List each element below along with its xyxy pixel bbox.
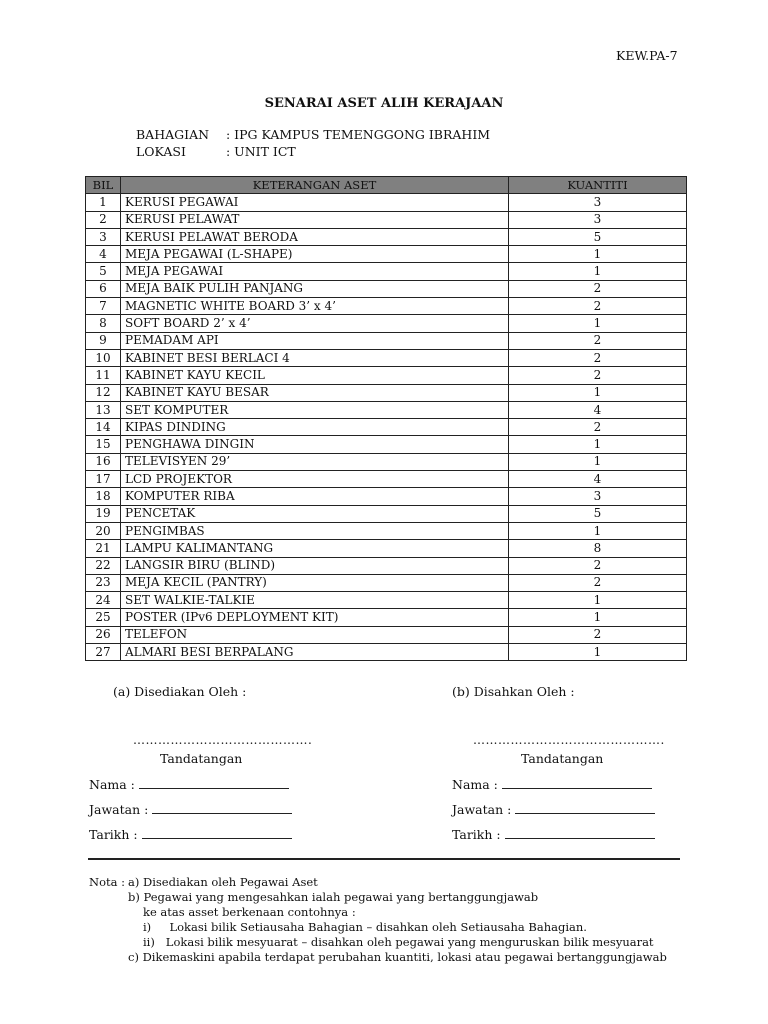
bahagian-label: BAHAGIAN [136, 127, 210, 142]
row-keterangan: KERUSI PELAWAT [121, 211, 509, 228]
left-jawatan-label: Jawatan : [89, 802, 149, 817]
row-bil: 7 [86, 298, 121, 315]
row-kuantiti: 1 [509, 246, 687, 263]
row-keterangan: MEJA PEGAWAI (L-SHAPE) [121, 246, 509, 263]
approved-by-heading: (b) Disahkan Oleh : [452, 684, 575, 699]
meta-bahagian [136, 127, 490, 142]
row-bil: 24 [86, 592, 121, 609]
row-keterangan: LANGSIR BIRU (BLIND) [121, 557, 509, 574]
row-kuantiti: 2 [509, 298, 687, 315]
right-jawatan-label: Jawatan : [452, 802, 512, 817]
left-nama-label: Nama : [89, 777, 135, 792]
row-keterangan: KIPAS DINDING [121, 419, 509, 436]
table-row [86, 401, 687, 418]
table-row [86, 592, 687, 609]
right-nama-field[interactable] [502, 776, 652, 789]
row-kuantiti: 1 [509, 644, 687, 661]
note-i: i) Lokasi bilik Setiausaha Bahagian – disahkan oleh Setiausaha Bahagian. [143, 920, 587, 934]
left-jawatan-row [89, 801, 292, 817]
table-row [86, 522, 687, 539]
divider [88, 858, 680, 860]
row-bil: 16 [86, 453, 121, 470]
table-row [86, 246, 687, 263]
row-bil: 18 [86, 488, 121, 505]
meta-lokasi [136, 144, 296, 159]
row-keterangan: MEJA PEGAWAI [121, 263, 509, 280]
row-keterangan: SOFT BOARD 2’ x 4’ [121, 315, 509, 332]
row-bil: 15 [86, 436, 121, 453]
row-kuantiti: 2 [509, 349, 687, 366]
row-keterangan: KABINET KAYU KECIL [121, 367, 509, 384]
row-bil: 5 [86, 263, 121, 280]
row-bil: 22 [86, 557, 121, 574]
row-keterangan: MEJA KECIL (PANTRY) [121, 574, 509, 591]
table-row [86, 280, 687, 297]
table-row [86, 211, 687, 228]
row-bil: 6 [86, 280, 121, 297]
left-nama-row [89, 776, 289, 792]
note-a: a) Disediakan oleh Pegawai Aset [128, 875, 318, 889]
row-keterangan: PENGIMBAS [121, 522, 509, 539]
right-nama-row [452, 776, 652, 792]
row-keterangan: MEJA BAIK PULIH PANJANG [121, 280, 509, 297]
row-kuantiti: 2 [509, 419, 687, 436]
table-row [86, 384, 687, 401]
right-signature-dots: ………………………………………. [473, 733, 665, 747]
note-ii: ii) Lokasi bilik mesyuarat – disahkan oleh pegawai yang menguruskan bilik mesyuarat [143, 935, 654, 949]
table-row [86, 471, 687, 488]
lokasi-value: : UNIT ICT [226, 144, 296, 159]
row-keterangan: ALMARI BESI BERPALANG [121, 644, 509, 661]
table-row [86, 263, 687, 280]
right-jawatan-row [452, 801, 655, 817]
row-kuantiti: 4 [509, 471, 687, 488]
right-tarikh-row [452, 826, 655, 842]
row-kuantiti: 2 [509, 626, 687, 643]
row-keterangan: SET WALKIE-TALKIE [121, 592, 509, 609]
table-row [86, 228, 687, 245]
row-bil: 17 [86, 471, 121, 488]
left-tarikh-row [89, 826, 292, 842]
right-signature-label: Tandatangan [521, 751, 604, 766]
right-jawatan-field[interactable] [515, 801, 655, 814]
table-row [86, 574, 687, 591]
prepared-by-heading: (a) Disediakan Oleh : [113, 684, 247, 699]
row-kuantiti: 1 [509, 453, 687, 470]
row-keterangan: PEMADAM API [121, 332, 509, 349]
row-bil: 19 [86, 505, 121, 522]
right-tarikh-label: Tarikh : [452, 827, 501, 842]
row-bil: 11 [86, 367, 121, 384]
row-bil: 20 [86, 522, 121, 539]
row-bil: 25 [86, 609, 121, 626]
table-row [86, 453, 687, 470]
row-bil: 26 [86, 626, 121, 643]
row-kuantiti: 2 [509, 280, 687, 297]
row-bil: 12 [86, 384, 121, 401]
table-row [86, 367, 687, 384]
row-bil: 10 [86, 349, 121, 366]
row-kuantiti: 1 [509, 609, 687, 626]
row-bil: 4 [86, 246, 121, 263]
row-keterangan: PENCETAK [121, 505, 509, 522]
table-row [86, 332, 687, 349]
row-kuantiti: 3 [509, 194, 687, 211]
row-keterangan: TELEFON [121, 626, 509, 643]
row-bil: 8 [86, 315, 121, 332]
table-row [86, 298, 687, 315]
row-bil: 23 [86, 574, 121, 591]
row-kuantiti: 3 [509, 211, 687, 228]
table-row [86, 609, 687, 626]
row-kuantiti: 1 [509, 315, 687, 332]
note-b2: ke atas asset berkenaan contohnya : [143, 905, 356, 919]
row-bil: 21 [86, 540, 121, 557]
left-signature-dots: ……………………………………. [133, 733, 313, 747]
row-keterangan: KOMPUTER RIBA [121, 488, 509, 505]
row-kuantiti: 8 [509, 540, 687, 557]
left-jawatan-field[interactable] [152, 801, 292, 814]
form-code: KEW.PA-7 [616, 48, 678, 63]
left-nama-field[interactable] [139, 776, 289, 789]
row-keterangan: MAGNETIC WHITE BOARD 3’ x 4’ [121, 298, 509, 315]
left-signature-label: Tandatangan [160, 751, 243, 766]
lokasi-label: LOKASI [136, 144, 186, 159]
asset-table [85, 176, 687, 661]
note-c: c) Dikemaskini apabila terdapat perubahan kuantiti, lokasi atau pegawai bertanggungjawab [128, 950, 667, 964]
table-row [86, 557, 687, 574]
table-row [86, 488, 687, 505]
right-nama-label: Nama : [452, 777, 498, 792]
header-bil: BIL [86, 177, 121, 194]
table-row [86, 194, 687, 211]
row-kuantiti: 1 [509, 436, 687, 453]
page-title: SENARAI ASET ALIH KERAJAAN [264, 96, 504, 111]
bahagian-value: : IPG KAMPUS TEMENGGONG IBRAHIM [226, 127, 491, 142]
row-keterangan: TELEVISYEN 29’ [121, 453, 509, 470]
table-header-row [86, 177, 687, 194]
row-kuantiti: 1 [509, 522, 687, 539]
row-bil: 27 [86, 644, 121, 661]
header-kuantiti: KUANTITI [509, 177, 687, 194]
row-keterangan: POSTER (IPv6 DEPLOYMENT KIT) [121, 609, 509, 626]
row-kuantiti: 2 [509, 332, 687, 349]
row-keterangan: KABINET KAYU BESAR [121, 384, 509, 401]
left-tarikh-label: Tarikh : [89, 827, 138, 842]
row-bil: 14 [86, 419, 121, 436]
row-keterangan: KERUSI PELAWAT BERODA [121, 228, 509, 245]
right-tarikh-field[interactable] [505, 826, 655, 839]
row-kuantiti: 5 [509, 228, 687, 245]
row-keterangan: PENGHAWA DINGIN [121, 436, 509, 453]
row-bil: 2 [86, 211, 121, 228]
row-kuantiti: 1 [509, 384, 687, 401]
row-keterangan: LCD PROJEKTOR [121, 471, 509, 488]
row-kuantiti: 2 [509, 557, 687, 574]
row-kuantiti: 4 [509, 401, 687, 418]
table-row [86, 315, 687, 332]
row-bil: 1 [86, 194, 121, 211]
note-b1: b) Pegawai yang mengesahkan ialah pegawai yang bertanggungjawab [128, 890, 539, 904]
row-keterangan: SET KOMPUTER [121, 401, 509, 418]
table-row [86, 349, 687, 366]
row-keterangan: KERUSI PEGAWAI [121, 194, 509, 211]
row-kuantiti: 3 [509, 488, 687, 505]
row-kuantiti: 1 [509, 263, 687, 280]
row-bil: 9 [86, 332, 121, 349]
table-row [86, 644, 687, 661]
header-keterangan: KETERANGAN ASET [121, 177, 509, 194]
table-row [86, 626, 687, 643]
row-kuantiti: 2 [509, 574, 687, 591]
row-keterangan: LAMPU KALIMANTANG [121, 540, 509, 557]
row-kuantiti: 1 [509, 592, 687, 609]
table-row [86, 419, 687, 436]
row-kuantiti: 5 [509, 505, 687, 522]
table-row [86, 436, 687, 453]
row-bil: 3 [86, 228, 121, 245]
row-bil: 13 [86, 401, 121, 418]
table-row [86, 540, 687, 557]
left-tarikh-field[interactable] [142, 826, 292, 839]
notes-label: Nota : [89, 875, 125, 889]
table-row [86, 505, 687, 522]
row-keterangan: KABINET BESI BERLACI 4 [121, 349, 509, 366]
row-kuantiti: 2 [509, 367, 687, 384]
